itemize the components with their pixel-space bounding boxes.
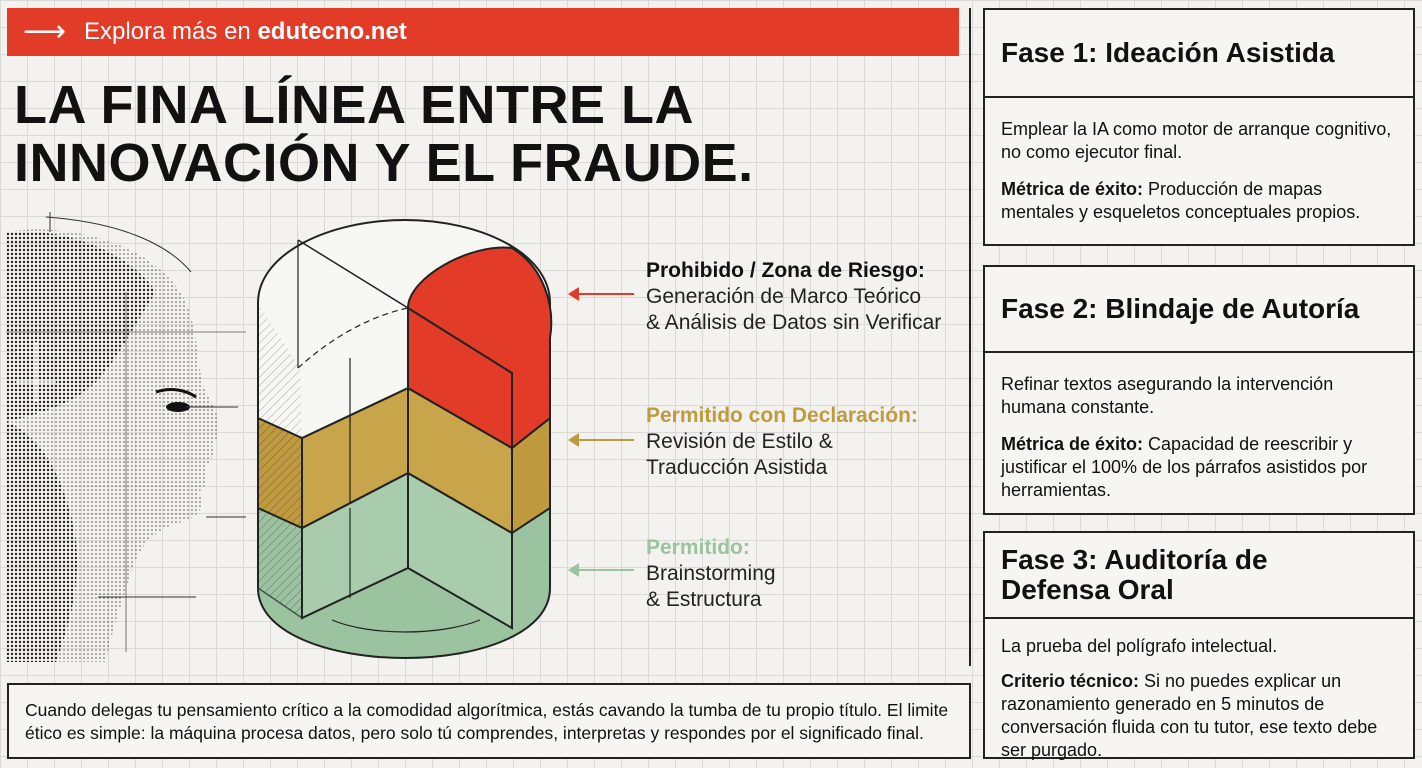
label-permitido-line1: Brainstorming: [646, 562, 776, 585]
phase-3-body: [985, 635, 1413, 762]
arrow-left-gold-icon: [570, 439, 634, 441]
label-permitido-line2: & Estructura: [646, 588, 762, 611]
arrow-right-icon: ⟶: [23, 14, 67, 49]
phase-2-body: [985, 373, 1413, 502]
face-profile-illustration: [6, 212, 252, 662]
phase-1-desc: Emplear la IA como motor de arranque cognitivo, no como ejecutor final.: [1001, 119, 1392, 162]
phase-1-body: [985, 118, 1413, 224]
phase-card-3: [983, 531, 1415, 759]
label-prohibido-heading: Prohibido / Zona de Riesgo:: [646, 259, 925, 282]
phase-card-2: [983, 265, 1415, 515]
phase-2-metric: Métrica de éxito: Capacidad de reescribir y justificar el 100% de los párrafos asistidos por herramientas.: [1001, 434, 1368, 500]
phase-3-title: Fase 3: Auditoría de Defensa Oral: [985, 533, 1413, 619]
label-declaracion-line1: Revisión de Estilo &: [646, 430, 833, 453]
label-prohibido-line2: & Análisis de Datos sin Verificar: [646, 311, 942, 334]
arrow-left-red-icon: [570, 293, 634, 295]
banner-site-link[interactable]: edutecno.net: [257, 18, 407, 45]
label-prohibido: [646, 258, 966, 336]
phase-2-desc: Refinar textos asegurando la intervención humana constante.: [1001, 374, 1334, 417]
phase-3-metric: Criterio técnico: Si no puedes explicar un razonamiento generado en 5 minutos de conversación fluida con tu tutor, ese texto debe ser purgado.: [1001, 671, 1378, 760]
phase-card-1: [983, 8, 1415, 246]
label-permitido: [646, 535, 966, 613]
vertical-divider: [969, 8, 971, 666]
banner-text: Explora más en edutecno.net: [84, 18, 407, 45]
footer-line-1: Cuando delegas tu pensamiento crítico a la comodidad algorítmica, estás cavando la tumba de tu propio título. El limite: [25, 700, 949, 720]
label-prohibido-line1: Generación de Marco Teórico: [646, 285, 922, 308]
title-line-1: LA FINA LÍNEA ENTRE LA: [14, 75, 694, 135]
phase-3-desc: La prueba del polígrafo intelectual.: [1001, 636, 1278, 656]
label-declaracion-heading: Permitido con Declaración:: [646, 404, 918, 427]
phase-1-metric: Métrica de éxito: Producción de mapas mentales y esqueletos conceptuales propios.: [1001, 179, 1361, 222]
arrow-left-green-icon: [570, 569, 634, 571]
label-permitido-heading: Permitido:: [646, 536, 750, 559]
phase-1-title: Fase 1: Ideación Asistida: [985, 10, 1413, 98]
layered-cylinder-diagram: [250, 208, 570, 678]
label-permitido-declaracion: [646, 403, 966, 481]
page-title: [14, 76, 954, 192]
top-banner[interactable]: [7, 8, 959, 56]
phase-2-title: Fase 2: Blindaje de Autoría: [985, 267, 1413, 353]
label-declaracion-line2: Traducción Asistida: [646, 456, 828, 479]
footer-line-2: ético es simple: la máquina procesa datos, pero solo tú comprendes, interpretas y respondes por el significado final.: [25, 723, 924, 743]
footer-note: [7, 683, 971, 759]
title-line-2: INNOVACIÓN Y EL FRAUDE.: [14, 133, 754, 193]
